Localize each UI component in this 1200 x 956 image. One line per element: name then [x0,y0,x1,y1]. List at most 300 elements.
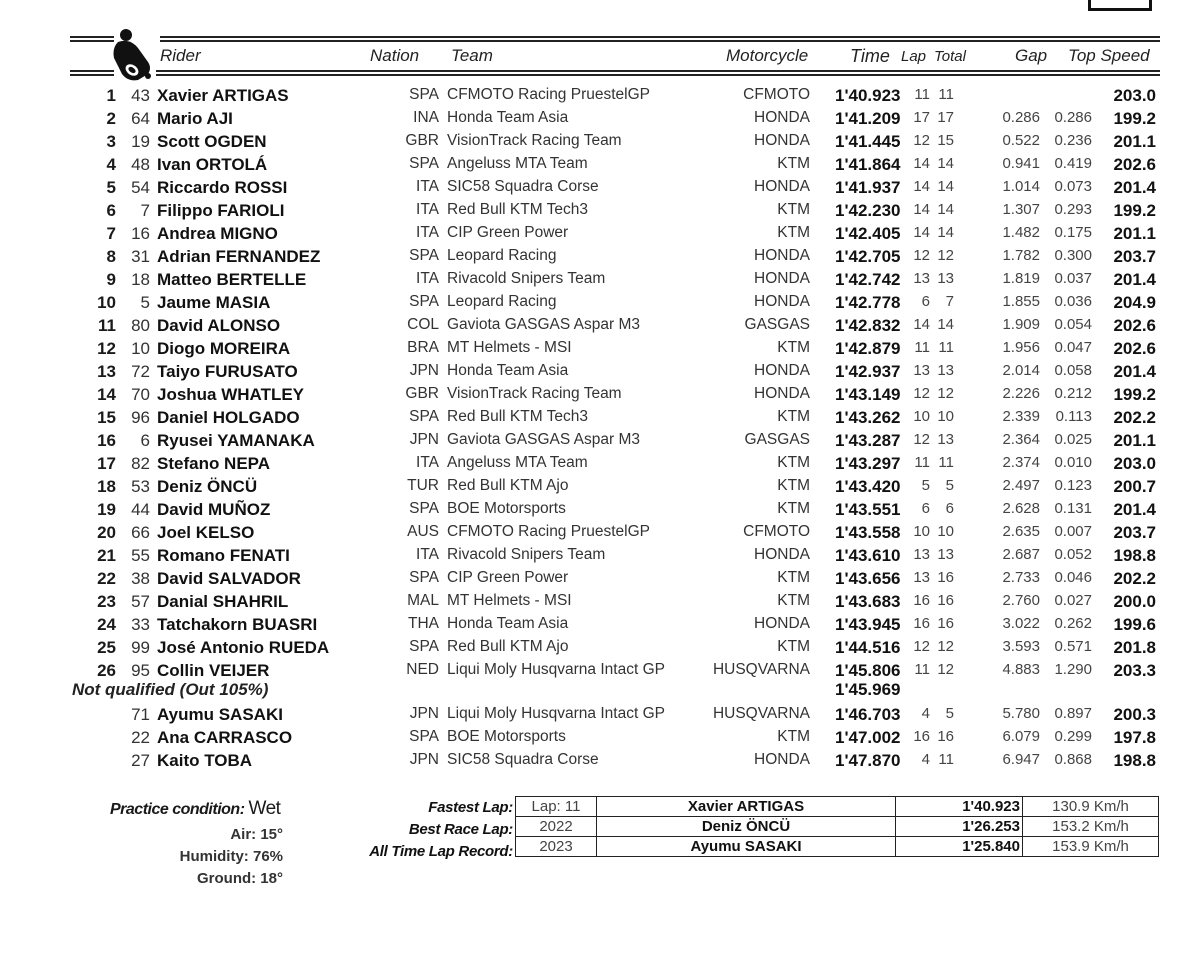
position: 14 [97,385,116,404]
rider-name: Collin VEIJER [157,661,270,680]
record-rider: Deniz ÖNCÜ [597,817,896,837]
gap-to-previous: 0.897 [1054,705,1092,722]
column-header-lap: Lap [901,48,927,65]
rider-number: 54 [131,178,150,197]
position: 25 [97,638,116,657]
gap-to-previous: 0.073 [1054,178,1092,195]
record-speed: 153.2 Km/h [1023,817,1159,837]
best-time: 1'40.923 [835,86,901,105]
gap-to-first: 2.364 [1002,431,1040,448]
record-speed: 130.9 Km/h [1023,797,1159,817]
rider-name: Ayumu SASAKI [157,705,283,724]
top-speed: 202.6 [1113,155,1156,174]
top-speed: 198.8 [1113,751,1156,770]
motorcycle: KTM [777,477,810,494]
rider-number: 71 [131,705,150,724]
nation: COL [407,316,439,333]
gap-to-first: 2.635 [1002,523,1040,540]
total-laps: 5 [945,477,954,494]
air-temperature: Air: 15° [230,826,283,843]
gap-to-previous: 0.046 [1054,569,1092,586]
column-header-top-speed: Top Speed [1068,46,1150,65]
team: Rivacold Snipers Team [447,546,606,563]
rider-number: 96 [131,408,150,427]
gap-to-previous: 0.419 [1054,155,1092,172]
rider-name: David MUÑOZ [157,500,271,519]
position: 9 [106,270,116,289]
gap-to-first: 2.374 [1002,454,1040,471]
table-row [0,500,1200,523]
gap-to-previous: 0.868 [1054,751,1092,768]
total-laps: 16 [937,569,954,586]
team: VisionTrack Racing Team [447,132,622,149]
total-laps: 12 [937,661,954,678]
top-speed: 199.6 [1113,615,1156,634]
top-speed: 199.2 [1113,201,1156,220]
gap-to-previous: 0.175 [1054,224,1092,241]
gap-to-previous: 0.293 [1054,201,1092,218]
position: 13 [97,362,116,381]
table-row [0,385,1200,408]
gap-to-first: 1.307 [1002,201,1040,218]
total-laps: 7 [945,293,954,310]
nation: BRA [407,339,439,356]
best-time: 1'42.778 [835,293,901,312]
rider-number: 66 [131,523,150,542]
best-time: 1'42.742 [835,270,901,289]
total-laps: 12 [937,247,954,264]
table-row [0,155,1200,178]
rider-name: Stefano NEPA [157,454,271,473]
total-laps: 11 [938,339,954,356]
best-time: 1'43.945 [835,615,901,634]
position: 2 [106,109,116,128]
rider-number: 72 [131,362,150,381]
record-lap-or-year: 2022 [516,817,597,837]
table-row [0,224,1200,247]
rider-number: 82 [131,454,150,473]
position: 11 [98,316,116,335]
gap-to-first: 2.339 [1002,408,1040,425]
team: BOE Motorsports [447,500,566,517]
gap-to-previous: 0.058 [1054,362,1092,379]
best-lap: 14 [913,178,930,195]
gap-to-first: 5.780 [1002,705,1040,722]
team: Liqui Moly Husqvarna Intact GP [447,705,665,722]
nation: ITA [416,454,439,471]
rider-name: Ryusei YAMANAKA [157,431,315,450]
best-time: 1'42.879 [835,339,901,358]
position: 5 [106,178,116,197]
rider-name: José Antonio RUEDA [157,638,330,657]
table-row [0,728,1200,751]
rider-number: 95 [131,661,150,680]
table-row [0,454,1200,477]
nation: JPN [409,431,439,448]
nation: NED [406,661,439,678]
record-row-best-race-lap [516,817,1159,837]
best-lap: 16 [913,615,930,632]
position: 19 [97,500,116,519]
nation: ITA [416,201,439,218]
motorcycle: KTM [777,201,810,218]
position: 6 [106,201,116,220]
rider-number: 99 [131,638,150,657]
nation: SPA [409,86,439,103]
record-time: 1'25.840 [896,837,1023,857]
table-row [0,592,1200,615]
team: Liqui Moly Husqvarna Intact GP [447,661,665,678]
rider-name: Scott OGDEN [157,132,267,151]
team: Angeluss MTA Team [447,155,588,172]
best-lap: 13 [913,270,930,287]
condition-label: Practice condition: [110,801,245,818]
table-row [0,362,1200,385]
motorcycle: HONDA [754,270,810,287]
total-laps: 16 [937,615,954,632]
rider-name: Filippo FARIOLI [157,201,285,220]
best-lap: 11 [914,339,930,356]
rider-number: 57 [131,592,150,611]
nation: JPN [409,751,439,768]
column-header-time: Time [850,46,890,66]
gap-to-previous: 0.036 [1054,293,1092,310]
rider-number: 5 [140,293,150,312]
table-row [0,705,1200,728]
gap-to-previous: 0.010 [1054,454,1092,471]
top-speed: 197.8 [1113,728,1156,747]
nation: ITA [416,270,439,287]
best-lap: 13 [913,569,930,586]
motorcycle: GASGAS [744,431,810,448]
gap-to-first: 2.497 [1002,477,1040,494]
nation: SPA [409,408,439,425]
motorcycle: HUSQVARNA [712,705,810,722]
rider-name: David ALONSO [157,316,281,335]
best-lap: 12 [913,132,930,149]
position: 26 [97,661,116,680]
top-speed: 201.1 [1113,132,1156,151]
best-lap: 5 [921,477,930,494]
team: Gaviota GASGAS Aspar M3 [447,431,640,448]
best-time: 1'41.445 [835,132,901,151]
gap-to-first: 0.522 [1002,132,1040,149]
gap-to-first: 0.286 [1002,109,1040,126]
rider-name: Riccardo ROSSI [157,178,288,197]
rider-number: 43 [131,86,150,105]
position: 12 [97,339,116,358]
team: CFMOTO Racing PruestelGP [447,523,650,540]
gap-to-first: 4.883 [1002,661,1040,678]
top-speed: 202.2 [1113,408,1156,427]
position: 16 [97,431,116,450]
best-lap: 11 [914,86,930,103]
qualifying-cutoff-time: 1'45.969 [835,680,901,699]
team: SIC58 Squadra Corse [447,751,599,768]
rider-number: 6 [140,431,150,450]
rider-name: Ana CARRASCO [157,728,293,747]
table-row [0,615,1200,638]
best-lap: 6 [921,293,930,310]
team: Gaviota GASGAS Aspar M3 [447,316,640,333]
best-time: 1'45.806 [835,661,901,680]
gap-to-first: 0.941 [1002,155,1040,172]
gap-to-previous: 0.300 [1054,247,1092,264]
motorcycle: KTM [777,339,810,356]
team: Red Bull KTM Ajo [447,477,569,494]
best-time: 1'43.558 [835,523,901,542]
best-lap: 16 [913,592,930,609]
best-lap: 12 [913,431,930,448]
motorcycle: KTM [777,592,810,609]
rider-name: Taiyo FURUSATO [157,362,298,381]
total-laps: 12 [937,385,954,402]
best-lap: 17 [913,109,930,126]
total-laps: 10 [937,523,954,540]
nation: INA [413,109,439,126]
total-laps: 5 [945,705,954,722]
top-speed: 203.3 [1113,661,1156,680]
record-rider: Xavier ARTIGAS [597,797,896,817]
best-time: 1'42.705 [835,247,901,266]
team: Honda Team Asia [447,109,569,126]
gap-to-previous: 0.286 [1054,109,1092,126]
nation: SPA [409,569,439,586]
gap-to-first: 1.956 [1002,339,1040,356]
rider-number: 44 [131,500,150,519]
nation: THA [408,615,439,632]
gap-to-previous: 0.212 [1054,385,1092,402]
motorcycle: KTM [777,500,810,517]
team: MT Helmets - MSI [447,592,572,609]
table-row [0,316,1200,339]
record-lap-or-year: Lap: 11 [516,797,597,817]
gap-to-first: 2.628 [1002,500,1040,517]
nation: GBR [405,385,439,402]
rider-number: 31 [131,247,150,266]
gap-to-first: 2.226 [1002,385,1040,402]
rider-name: Ivan ORTOLÁ [157,155,268,174]
gap-to-first: 1.782 [1002,247,1040,264]
top-speed: 198.8 [1113,546,1156,565]
best-time: 1'41.937 [835,178,901,197]
motorcycle: HONDA [754,247,810,264]
motorcycle: KTM [777,638,810,655]
rider-number: 33 [131,615,150,634]
best-time: 1'42.937 [835,362,901,381]
gap-to-previous: 0.113 [1055,408,1092,425]
column-header-rider: Rider [160,46,201,65]
best-time: 1'46.703 [835,705,901,724]
best-lap: 12 [913,638,930,655]
total-laps: 14 [937,178,954,195]
best-lap: 14 [913,201,930,218]
record-time: 1'26.253 [896,817,1023,837]
nation: GBR [405,132,439,149]
record-label-fastest-lap: Fastest Lap: [428,799,513,816]
gap-to-previous: 0.027 [1054,592,1092,609]
position: 7 [106,224,116,243]
team: Red Bull KTM Tech3 [447,408,588,425]
total-laps: 11 [938,454,954,471]
total-laps: 13 [937,431,954,448]
best-time: 1'41.864 [835,155,901,174]
rider-name: Xavier ARTIGAS [157,86,289,105]
best-time: 1'43.420 [835,477,901,496]
best-lap: 10 [913,523,930,540]
team: Honda Team Asia [447,362,569,379]
motorcycle: HONDA [754,178,810,195]
motorcycle: KTM [777,155,810,172]
gap-to-first: 3.022 [1002,615,1040,632]
rider-number: 64 [131,109,150,128]
total-laps: 13 [937,362,954,379]
rider-number: 70 [131,385,150,404]
total-laps: 16 [937,592,954,609]
best-time: 1'43.683 [835,592,901,611]
rider-name: Romano FENATI [157,546,290,565]
total-laps: 15 [937,132,954,149]
team: Angeluss MTA Team [447,454,588,471]
total-laps: 6 [945,500,954,517]
table-row [0,270,1200,293]
rider-number: 19 [131,132,150,151]
motorcycle: KTM [777,728,810,745]
best-time: 1'41.209 [835,109,901,128]
gap-to-previous: 0.123 [1054,477,1092,494]
gap-to-first: 2.733 [1002,569,1040,586]
team: Honda Team Asia [447,615,569,632]
top-speed: 199.2 [1113,109,1156,128]
nation: SPA [409,728,439,745]
team: Leopard Racing [447,247,557,264]
total-laps: 17 [937,109,954,126]
condition-title [110,798,280,820]
position: 8 [106,247,116,266]
total-laps: 14 [937,224,954,241]
rider-name: Daniel HOLGADO [157,408,300,427]
team: CFMOTO Racing PruestelGP [447,86,650,103]
rider-name: Mario AJI [157,109,233,128]
header-rule [160,40,1160,42]
gap-to-previous: 0.037 [1054,270,1092,287]
table-row [0,339,1200,362]
best-lap: 11 [914,661,930,678]
total-laps: 11 [938,751,954,768]
table-row [0,751,1200,774]
motorcycle: KTM [777,454,810,471]
gap-to-previous: 0.054 [1054,316,1092,333]
team: Leopard Racing [447,293,557,310]
rider-name: Joel KELSO [157,523,255,542]
top-speed: 200.3 [1113,705,1156,724]
motorcycle: CFMOTO [743,523,810,540]
position: 21 [97,546,116,565]
motorcycle: HUSQVARNA [712,661,810,678]
best-lap: 14 [913,155,930,172]
motorcycle: GASGAS [744,316,810,333]
gap-to-previous: 0.007 [1054,523,1092,540]
best-lap: 12 [913,385,930,402]
table-row [0,132,1200,155]
total-laps: 11 [938,86,954,103]
table-row [0,201,1200,224]
position: 23 [97,592,116,611]
gap-to-previous: 0.236 [1054,132,1092,149]
rider-number: 48 [131,155,150,174]
table-row [0,247,1200,270]
lap-records-table [515,796,1159,857]
rider-number: 16 [131,224,150,243]
top-speed: 200.7 [1113,477,1156,496]
total-laps: 14 [937,316,954,333]
rider-name: David SALVADOR [157,569,301,588]
table-row [0,569,1200,592]
top-speed: 202.2 [1113,569,1156,588]
top-speed: 204.9 [1113,293,1156,312]
top-speed: 203.0 [1113,86,1156,105]
table-row [0,178,1200,201]
top-speed: 201.4 [1113,270,1156,289]
motorcycle: HONDA [754,293,810,310]
gap-to-first: 2.687 [1002,546,1040,563]
gap-to-first: 2.014 [1002,362,1040,379]
motorcycle: HONDA [754,132,810,149]
motorcycle: KTM [777,569,810,586]
rider-name: Jaume MASIA [157,293,271,312]
rider-name: Adrian FERNANDEZ [157,247,321,266]
motorcycle: HONDA [754,385,810,402]
page-corner-box [1088,0,1152,11]
gap-to-previous: 0.052 [1054,546,1092,563]
team: Rivacold Snipers Team [447,270,606,287]
rider-name: Diogo MOREIRA [157,339,291,358]
total-laps: 10 [937,408,954,425]
table-row [0,293,1200,316]
rider-number: 27 [131,751,150,770]
best-lap: 4 [921,751,930,768]
position: 22 [97,569,116,588]
rider-number: 18 [131,270,150,289]
total-laps: 14 [937,201,954,218]
table-row [0,546,1200,569]
table-row [0,431,1200,454]
position: 1 [106,86,116,105]
total-laps: 13 [937,270,954,287]
nation: SPA [409,500,439,517]
top-speed: 201.4 [1113,362,1156,381]
nation: ITA [416,546,439,563]
table-row [0,638,1200,661]
rider-number: 80 [131,316,150,335]
total-laps: 14 [937,155,954,172]
column-header-motorcycle: Motorcycle [726,46,809,65]
rider-number: 22 [131,728,150,747]
top-speed: 203.7 [1113,523,1156,542]
rider-name: Matteo BERTELLE [157,270,307,289]
position: 24 [97,615,116,634]
top-speed: 199.2 [1113,385,1156,404]
best-time: 1'44.516 [835,638,901,657]
nation: SPA [409,155,439,172]
gap-to-previous: 0.262 [1054,615,1092,632]
rider-name: Deniz ÖNCÜ [157,477,258,496]
record-row-all-time [516,837,1159,857]
record-label-best-race-lap: Best Race Lap: [408,821,513,838]
top-speed: 201.4 [1113,500,1156,519]
rider-number: 7 [140,201,150,220]
rider-name: Joshua WHATLEY [157,385,305,404]
